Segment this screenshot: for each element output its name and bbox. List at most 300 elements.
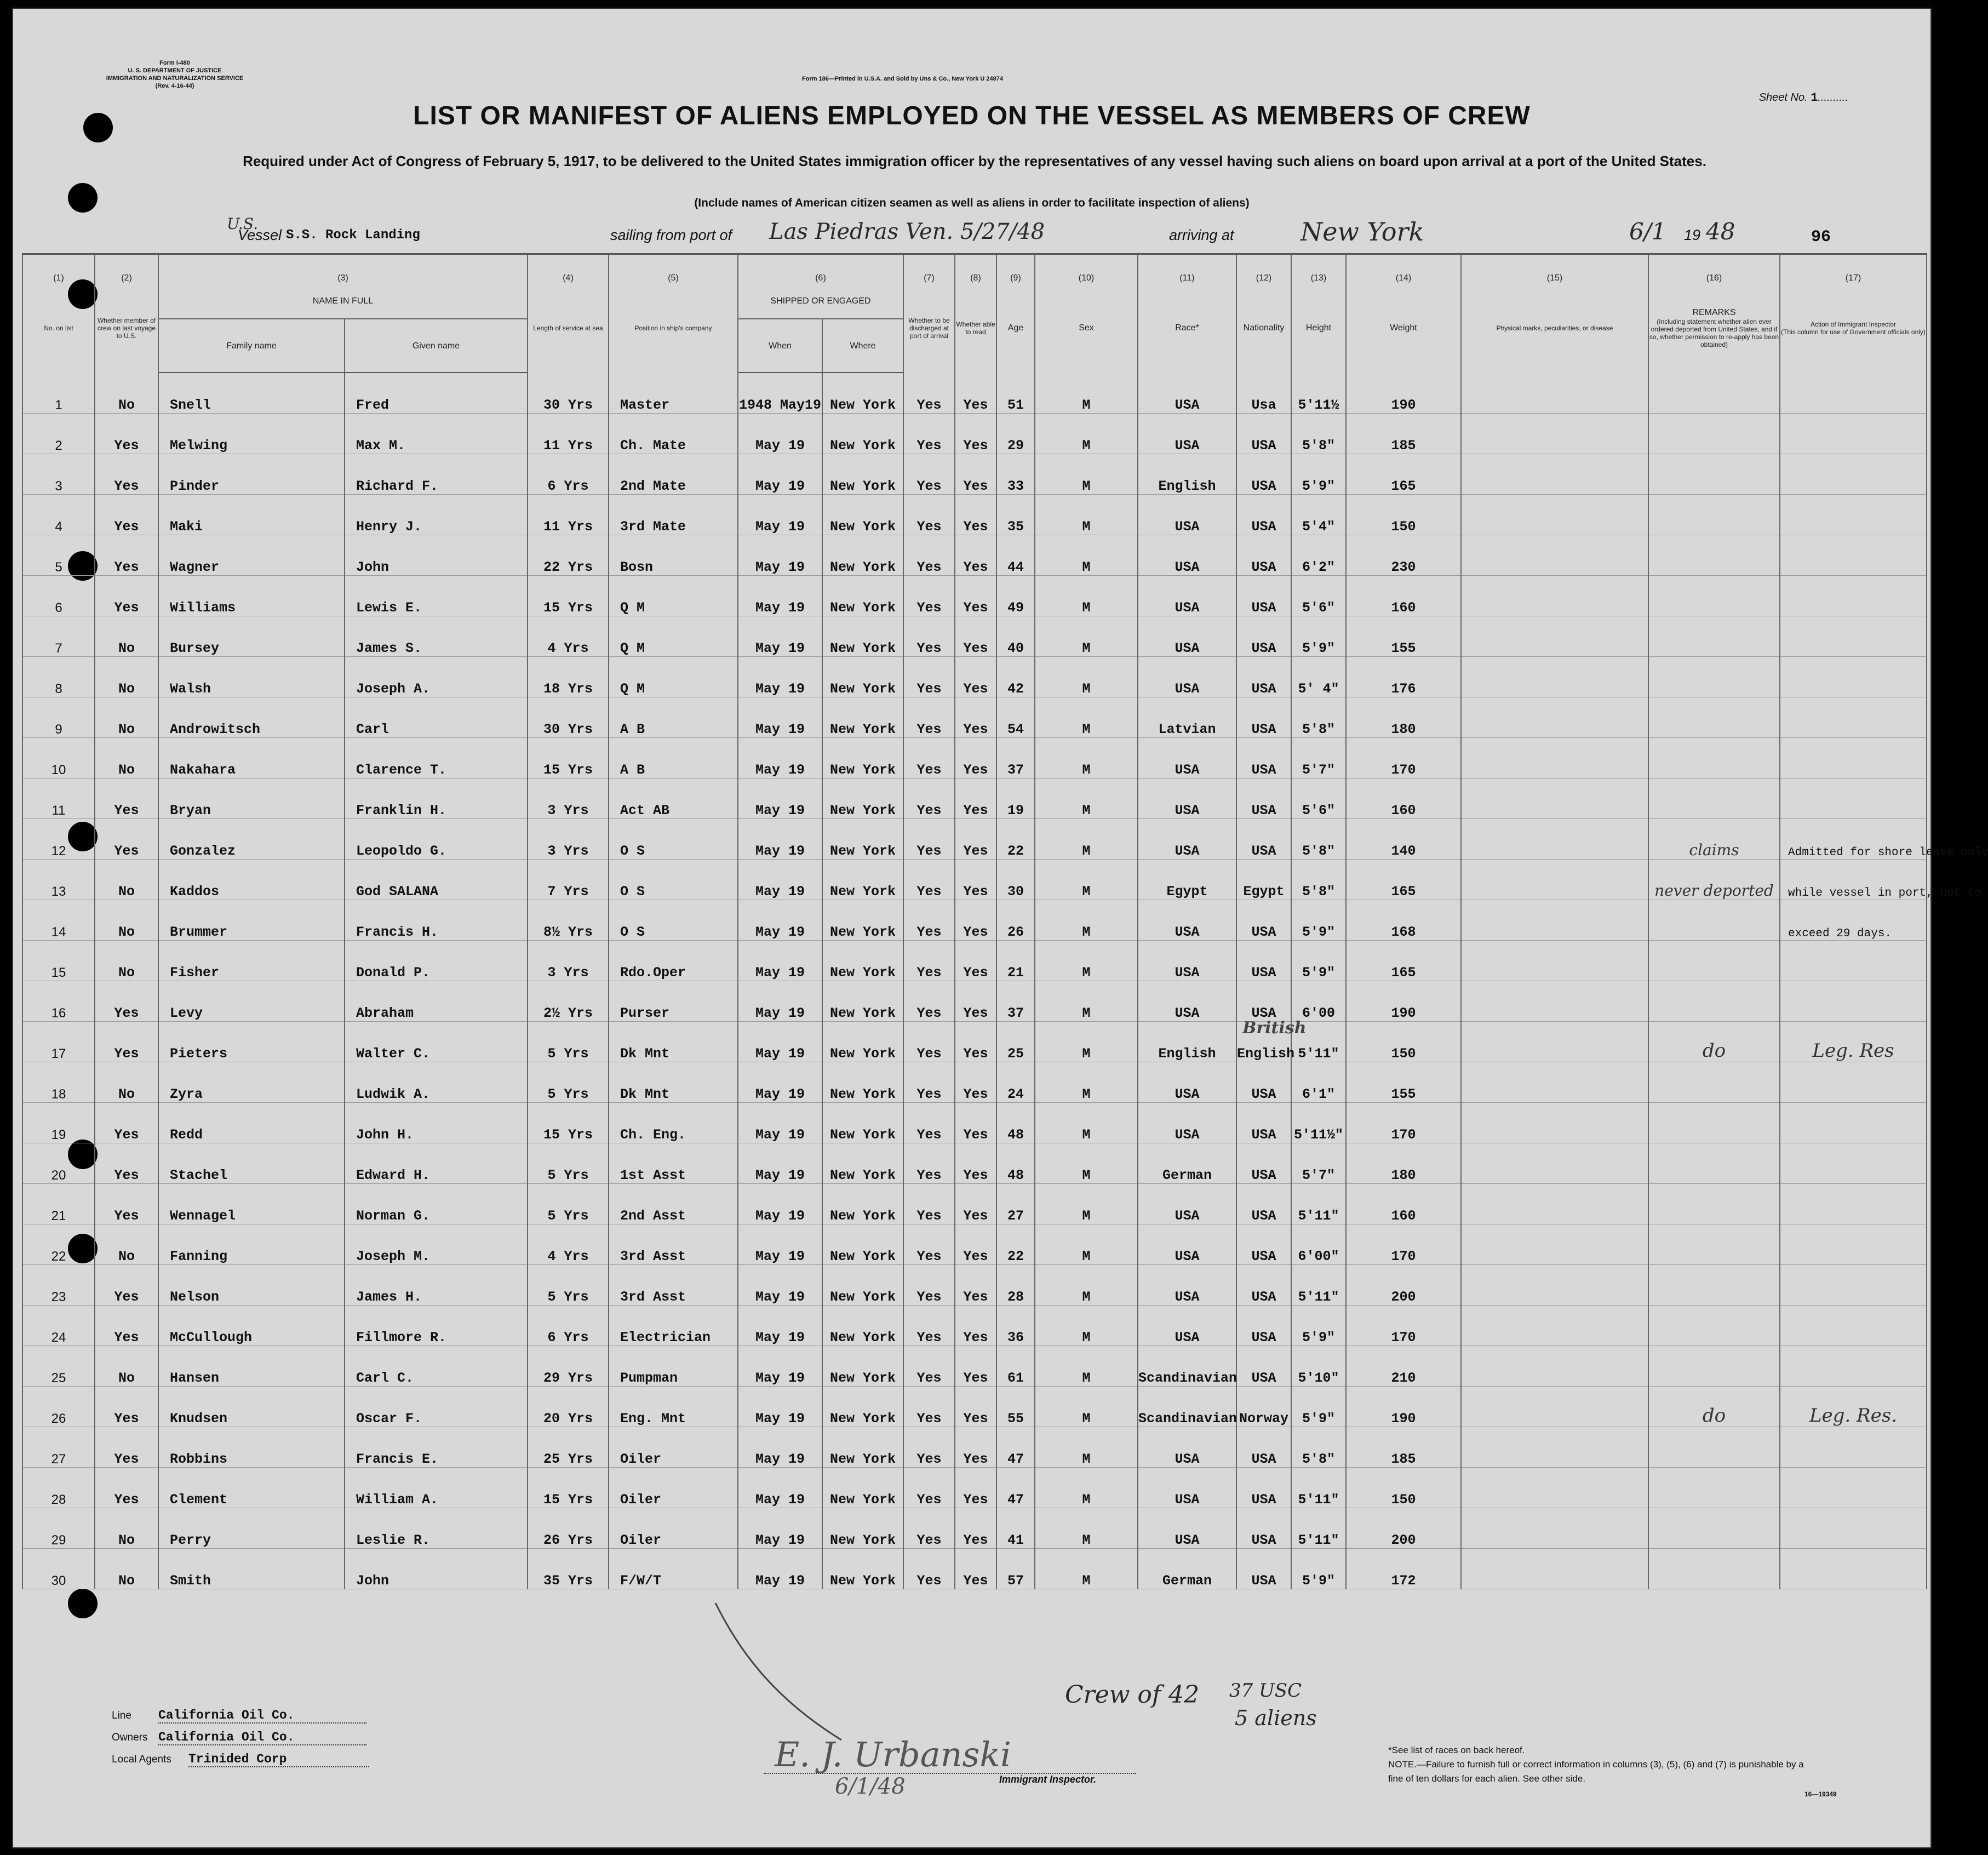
able-to-read: Yes <box>955 1346 996 1387</box>
shipped-where: New York <box>822 941 903 981</box>
sex: M <box>1035 819 1138 860</box>
previous-voyage: Yes <box>95 981 158 1022</box>
family-name: McCullough <box>158 1306 345 1346</box>
ship-position: Purser <box>609 981 738 1022</box>
previous-voyage: No <box>95 373 158 414</box>
remarks <box>1648 1224 1780 1265</box>
list-number: 18 <box>22 1062 95 1103</box>
shipped-when: May 19 <box>738 941 822 981</box>
age: 33 <box>996 454 1035 495</box>
previous-voyage: No <box>95 900 158 941</box>
able-to-read: Yes <box>955 1468 996 1508</box>
physical-marks <box>1461 373 1648 414</box>
shipped-when: May 19 <box>738 1184 822 1224</box>
sex: M <box>1035 1265 1138 1306</box>
length-of-service: 7 Yrs <box>528 860 609 900</box>
weight: 172 <box>1346 1549 1461 1589</box>
age: 37 <box>996 738 1035 778</box>
height: 5'11" <box>1291 1022 1346 1062</box>
length-of-service: 25 Yrs <box>528 1427 609 1468</box>
height: 6'00" <box>1291 1224 1346 1265</box>
ship-position: Pumpman <box>609 1346 738 1387</box>
height: 5'11" <box>1291 1184 1346 1224</box>
remarks <box>1648 900 1780 941</box>
sex: M <box>1035 1427 1138 1468</box>
able-to-read: Yes <box>955 900 996 941</box>
col-num: (14) <box>1346 254 1461 284</box>
able-to-read: Yes <box>955 981 996 1022</box>
age: 51 <box>996 373 1035 414</box>
shipped-when: May 19 <box>738 1224 822 1265</box>
col-num: (5) <box>609 254 738 284</box>
header-name-in-full: NAME IN FULL <box>158 283 528 319</box>
previous-voyage: Yes <box>95 1306 158 1346</box>
nationality <box>1236 1018 1307 1062</box>
to-be-discharged: Yes <box>903 657 955 697</box>
remarks <box>1648 657 1780 697</box>
race: USA <box>1138 1224 1236 1265</box>
remarks <box>1648 1103 1780 1143</box>
header-where: Where <box>822 319 903 373</box>
height: 5'9" <box>1291 454 1346 495</box>
table-row <box>22 1022 1927 1062</box>
shipped-when: May 19 <box>738 1103 822 1143</box>
table-row <box>22 616 1927 657</box>
given-name: Max M. <box>345 414 528 454</box>
family-name: Gonzalez <box>158 819 345 860</box>
previous-voyage: No <box>95 1062 158 1103</box>
list-number: 19 <box>22 1103 95 1143</box>
weight: 160 <box>1346 576 1461 616</box>
inspector-action <box>1780 576 1927 616</box>
height: 6'00 <box>1291 981 1346 1022</box>
physical-marks <box>1461 414 1648 454</box>
given-name: Leopoldo G. <box>345 819 528 860</box>
height: 6'2" <box>1291 535 1346 576</box>
ship-position: 3rd Asst <box>609 1224 738 1265</box>
age: 41 <box>996 1508 1035 1549</box>
col-num: (4) <box>528 254 609 284</box>
length-of-service: 8½ Yrs <box>528 900 609 941</box>
weight: 150 <box>1346 495 1461 535</box>
height: 5'10" <box>1291 1346 1346 1387</box>
race: USA <box>1138 1184 1236 1224</box>
race: USA <box>1138 1062 1236 1103</box>
remarks <box>1648 981 1780 1022</box>
physical-marks <box>1461 576 1648 616</box>
length-of-service: 30 Yrs <box>528 697 609 738</box>
nationality: USA <box>1236 1306 1291 1346</box>
to-be-discharged: Yes <box>903 778 955 819</box>
nationality: USA <box>1236 1265 1291 1306</box>
to-be-discharged: Yes <box>903 616 955 657</box>
family-name: Smith <box>158 1549 345 1589</box>
able-to-read: Yes <box>955 738 996 778</box>
ship-position: Q M <box>609 616 738 657</box>
to-be-discharged: Yes <box>903 1508 955 1549</box>
weight: 210 <box>1346 1346 1461 1387</box>
physical-marks <box>1461 454 1648 495</box>
sex: M <box>1035 900 1138 941</box>
list-number: 16 <box>22 981 95 1022</box>
ship-position: Electrician <box>609 1306 738 1346</box>
race: USA <box>1138 1468 1236 1508</box>
list-number: 2 <box>22 414 95 454</box>
family-name: Hansen <box>158 1346 345 1387</box>
race: USA <box>1138 616 1236 657</box>
ship-position: Oiler <box>609 1468 738 1508</box>
sex: M <box>1035 1508 1138 1549</box>
nationality: USA <box>1236 535 1291 576</box>
table-row <box>22 576 1927 616</box>
remarks <box>1648 1346 1780 1387</box>
shipped-where: New York <box>822 738 903 778</box>
nationality: USA <box>1236 1427 1291 1468</box>
able-to-read: Yes <box>955 697 996 738</box>
shipped-when: May 19 <box>738 1062 822 1103</box>
header-remarks <box>1648 283 1780 373</box>
given-name: Francis H. <box>345 900 528 941</box>
header-physical-marks: Physical marks, peculiarities, or disease <box>1461 283 1648 373</box>
revision: (Rev. 4-16-44) <box>155 83 194 89</box>
family-name: Williams <box>158 576 345 616</box>
table-row <box>22 981 1927 1022</box>
age: 44 <box>996 535 1035 576</box>
table-row <box>22 535 1927 576</box>
race: USA <box>1138 900 1236 941</box>
inspector-signature-line <box>764 1734 1136 1774</box>
weight: 165 <box>1346 454 1461 495</box>
ship-position: 3rd Mate <box>609 495 738 535</box>
agents-row <box>112 1752 369 1767</box>
required-statement: Required under Act of Congress of February 5, 1917, to be delivered to the United States immigration officer by the representatives of any vessel having such aliens on board upon arrival at a port of the United States. <box>243 153 1706 169</box>
remarks <box>1648 454 1780 495</box>
given-name: Oscar F. <box>345 1387 528 1427</box>
inspector-action <box>1780 657 1927 697</box>
ship-position: Ch. Eng. <box>609 1103 738 1143</box>
weight: 185 <box>1346 1427 1461 1468</box>
remarks-note: (Including statement whether alien ever ordered deported from United States, and if so, whether permission to re-apply has been obtained) <box>1649 318 1779 348</box>
able-to-read: Yes <box>955 373 996 414</box>
physical-marks <box>1461 1143 1648 1184</box>
inspector-action: exceed 29 days. <box>1780 900 1927 941</box>
header-given-name: Given name <box>345 319 528 373</box>
to-be-discharged: Yes <box>903 1346 955 1387</box>
given-name: Donald P. <box>345 941 528 981</box>
physical-marks <box>1461 697 1648 738</box>
length-of-service: 3 Yrs <box>528 819 609 860</box>
list-number: 7 <box>22 616 95 657</box>
physical-marks <box>1461 1306 1648 1346</box>
age: 37 <box>996 981 1035 1022</box>
weight: 176 <box>1346 657 1461 697</box>
family-name: Brummer <box>158 900 345 941</box>
nationality: USA <box>1236 657 1291 697</box>
previous-voyage: Yes <box>95 454 158 495</box>
shipped-when: May 19 <box>738 778 822 819</box>
ship-position: O S <box>609 819 738 860</box>
punch-hole <box>68 1589 98 1618</box>
length-of-service: 30 Yrs <box>528 373 609 414</box>
length-of-service: 11 Yrs <box>528 414 609 454</box>
length-of-service: 3 Yrs <box>528 778 609 819</box>
shipped-where: New York <box>822 1346 903 1387</box>
weight: 155 <box>1346 616 1461 657</box>
previous-voyage: Yes <box>95 1265 158 1306</box>
table-row <box>22 819 1927 860</box>
height: 5'8" <box>1291 697 1346 738</box>
weight: 150 <box>1346 1022 1461 1062</box>
family-name: Wennagel <box>158 1184 345 1224</box>
sailing-port: Las Piedras Ven. 5/27/48 <box>769 219 1045 244</box>
sex: M <box>1035 860 1138 900</box>
shipped-when: May 19 <box>738 860 822 900</box>
col-num: (7) <box>903 254 955 284</box>
previous-voyage: Yes <box>95 1387 158 1427</box>
shipped-where: New York <box>822 1184 903 1224</box>
weight: 160 <box>1346 778 1461 819</box>
table-row <box>22 1103 1927 1143</box>
nationality: Egypt <box>1236 860 1291 900</box>
ship-position: A B <box>609 697 738 738</box>
sex: M <box>1035 1387 1138 1427</box>
owners-row <box>112 1730 366 1745</box>
form-code: 16—19349 <box>1804 1790 1837 1798</box>
given-name: Walter C. <box>345 1022 528 1062</box>
to-be-discharged: Yes <box>903 1427 955 1468</box>
nationality: USA <box>1236 778 1291 819</box>
list-number: 23 <box>22 1265 95 1306</box>
height: 5'9" <box>1291 900 1346 941</box>
race: USA <box>1138 819 1236 860</box>
height: 5'7" <box>1291 1143 1346 1184</box>
physical-marks <box>1461 1387 1648 1427</box>
shipped-when: May 19 <box>738 900 822 941</box>
able-to-read: Yes <box>955 819 996 860</box>
race: USA <box>1138 738 1236 778</box>
inspector-action <box>1780 1103 1927 1143</box>
shipped-when: May 19 <box>738 1143 822 1184</box>
inspector-action <box>1780 1549 1927 1589</box>
shipped-where: New York <box>822 414 903 454</box>
table-row <box>22 697 1927 738</box>
ship-position: Eng. Mnt <box>609 1387 738 1427</box>
shipped-when: May 19 <box>738 738 822 778</box>
physical-marks <box>1461 535 1648 576</box>
length-of-service: 2½ Yrs <box>528 981 609 1022</box>
table-row <box>22 1549 1927 1589</box>
given-name: Edward H. <box>345 1143 528 1184</box>
table-row <box>22 1387 1927 1427</box>
length-of-service: 15 Yrs <box>528 1103 609 1143</box>
list-number: 1 <box>22 373 95 414</box>
able-to-read: Yes <box>955 1306 996 1346</box>
races-note: *See list of races on back hereof. <box>1388 1745 1525 1755</box>
given-name: Norman G. <box>345 1184 528 1224</box>
table-row <box>22 1184 1927 1224</box>
race: USA <box>1138 941 1236 981</box>
given-name: Ludwik A. <box>345 1062 528 1103</box>
inspector-action <box>1780 495 1927 535</box>
table-row <box>22 941 1927 981</box>
shipped-when: May 19 <box>738 1427 822 1468</box>
weight: 190 <box>1346 981 1461 1022</box>
previous-voyage: No <box>95 1224 158 1265</box>
family-name: Bursey <box>158 616 345 657</box>
service: IMMIGRATION AND NATURALIZATION SERVICE <box>106 75 244 82</box>
remarks <box>1648 778 1780 819</box>
height: 5'4" <box>1291 495 1346 535</box>
physical-marks <box>1461 616 1648 657</box>
family-name: Pinder <box>158 454 345 495</box>
inspector-label: Immigrant Inspector. <box>999 1774 1097 1785</box>
race: USA <box>1138 495 1236 535</box>
shipped-when: May 19 <box>738 616 822 657</box>
to-be-discharged: Yes <box>903 1387 955 1427</box>
given-name: Clarence T. <box>345 738 528 778</box>
ship-position: 2nd Mate <box>609 454 738 495</box>
age: 21 <box>996 941 1035 981</box>
length-of-service: 15 Yrs <box>528 1468 609 1508</box>
previous-voyage: Yes <box>95 1143 158 1184</box>
height: 5'8" <box>1291 414 1346 454</box>
sex: M <box>1035 535 1138 576</box>
ship-position: Q M <box>609 576 738 616</box>
col-num: (3) <box>158 254 528 284</box>
line-row <box>112 1708 366 1724</box>
form-identifier <box>95 59 254 90</box>
sheet-label: Sheet No. <box>1758 91 1808 104</box>
shipped-where: New York <box>822 373 903 414</box>
shipped-where: New York <box>822 616 903 657</box>
inspector-action <box>1780 373 1927 414</box>
family-name: Levy <box>158 981 345 1022</box>
sex: M <box>1035 495 1138 535</box>
age: 28 <box>996 1265 1035 1306</box>
weight: 230 <box>1346 535 1461 576</box>
us-mark: U.S. <box>227 215 259 233</box>
shipped-where: New York <box>822 1306 903 1346</box>
sex: M <box>1035 1103 1138 1143</box>
inspector-action <box>1780 616 1927 657</box>
table-row <box>22 454 1927 495</box>
ship-position: Bosn <box>609 535 738 576</box>
previous-voyage: No <box>95 738 158 778</box>
weight: 200 <box>1346 1265 1461 1306</box>
able-to-read: Yes <box>955 1427 996 1468</box>
race: USA <box>1138 1306 1236 1346</box>
length-of-service: 29 Yrs <box>528 1346 609 1387</box>
previous-voyage: Yes <box>95 819 158 860</box>
to-be-discharged: Yes <box>903 414 955 454</box>
col-num: (11) <box>1138 254 1236 284</box>
length-of-service: 15 Yrs <box>528 576 609 616</box>
shipped-where: New York <box>822 1224 903 1265</box>
vessel-label: Vessel <box>238 227 282 243</box>
table-row <box>22 900 1927 941</box>
shipped-where: New York <box>822 819 903 860</box>
physical-marks <box>1461 900 1648 941</box>
shipped-when: May 19 <box>738 981 822 1022</box>
previous-voyage: Yes <box>95 778 158 819</box>
weight: 170 <box>1346 1103 1461 1143</box>
arrival-day: 6/1 <box>1629 218 1666 245</box>
header-able-read: Whether able to read <box>955 283 996 373</box>
list-number: 10 <box>22 738 95 778</box>
to-be-discharged: Yes <box>903 1184 955 1224</box>
sex: M <box>1035 1306 1138 1346</box>
list-number: 13 <box>22 860 95 900</box>
inspector-action <box>1780 1265 1927 1306</box>
nationality: USA <box>1236 941 1291 981</box>
table-row <box>22 495 1927 535</box>
previous-voyage: No <box>95 616 158 657</box>
nationality: USA <box>1236 1549 1291 1589</box>
race: USA <box>1138 535 1236 576</box>
given-name: Lewis E. <box>345 576 528 616</box>
shipped-when: May 19 <box>738 1346 822 1387</box>
shipped-when: May 19 <box>738 535 822 576</box>
remarks-title: REMARKS <box>1692 308 1736 317</box>
remarks <box>1648 1265 1780 1306</box>
family-name: Nakahara <box>158 738 345 778</box>
list-number: 14 <box>22 900 95 941</box>
previous-voyage: No <box>95 657 158 697</box>
length-of-service: 22 Yrs <box>528 535 609 576</box>
age: 57 <box>996 1549 1035 1589</box>
length-of-service: 6 Yrs <box>528 454 609 495</box>
weight: 180 <box>1346 697 1461 738</box>
remarks <box>1648 373 1780 414</box>
header-sex: Sex <box>1035 283 1138 373</box>
shipped-when: May 19 <box>738 657 822 697</box>
list-number: 15 <box>22 941 95 981</box>
inspector-action <box>1780 1062 1927 1103</box>
list-number: 29 <box>22 1508 95 1549</box>
shipped-when: May 19 <box>738 1306 822 1346</box>
able-to-read: Yes <box>955 1062 996 1103</box>
length-of-service: 4 Yrs <box>528 616 609 657</box>
age: 61 <box>996 1346 1035 1387</box>
given-name: Joseph M. <box>345 1224 528 1265</box>
shipped-where: New York <box>822 900 903 941</box>
table-row <box>22 778 1927 819</box>
remarks <box>1648 414 1780 454</box>
previous-voyage: Yes <box>95 1468 158 1508</box>
sheet-number: Sheet No. 1.......... <box>1758 91 1848 105</box>
remarks <box>1648 1427 1780 1468</box>
nationality: USA <box>1236 1508 1291 1549</box>
remarks <box>1648 616 1780 657</box>
remarks <box>1648 738 1780 778</box>
age: 25 <box>996 1022 1035 1062</box>
header-family-name: Family name <box>158 319 345 373</box>
inspector-action <box>1780 535 1927 576</box>
age: 36 <box>996 1306 1035 1346</box>
to-be-discharged: Yes <box>903 981 955 1022</box>
height: 5'6" <box>1291 778 1346 819</box>
inspector-action <box>1780 454 1927 495</box>
shipped-when: May 19 <box>738 1468 822 1508</box>
given-name: Joseph A. <box>345 657 528 697</box>
owners-value: California Oil Co. <box>158 1730 366 1745</box>
table-row <box>22 1062 1927 1103</box>
physical-marks <box>1461 1427 1648 1468</box>
to-be-discharged: Yes <box>903 860 955 900</box>
able-to-read: Yes <box>955 1224 996 1265</box>
remarks <box>1648 1468 1780 1508</box>
to-be-discharged: Yes <box>903 1022 955 1062</box>
